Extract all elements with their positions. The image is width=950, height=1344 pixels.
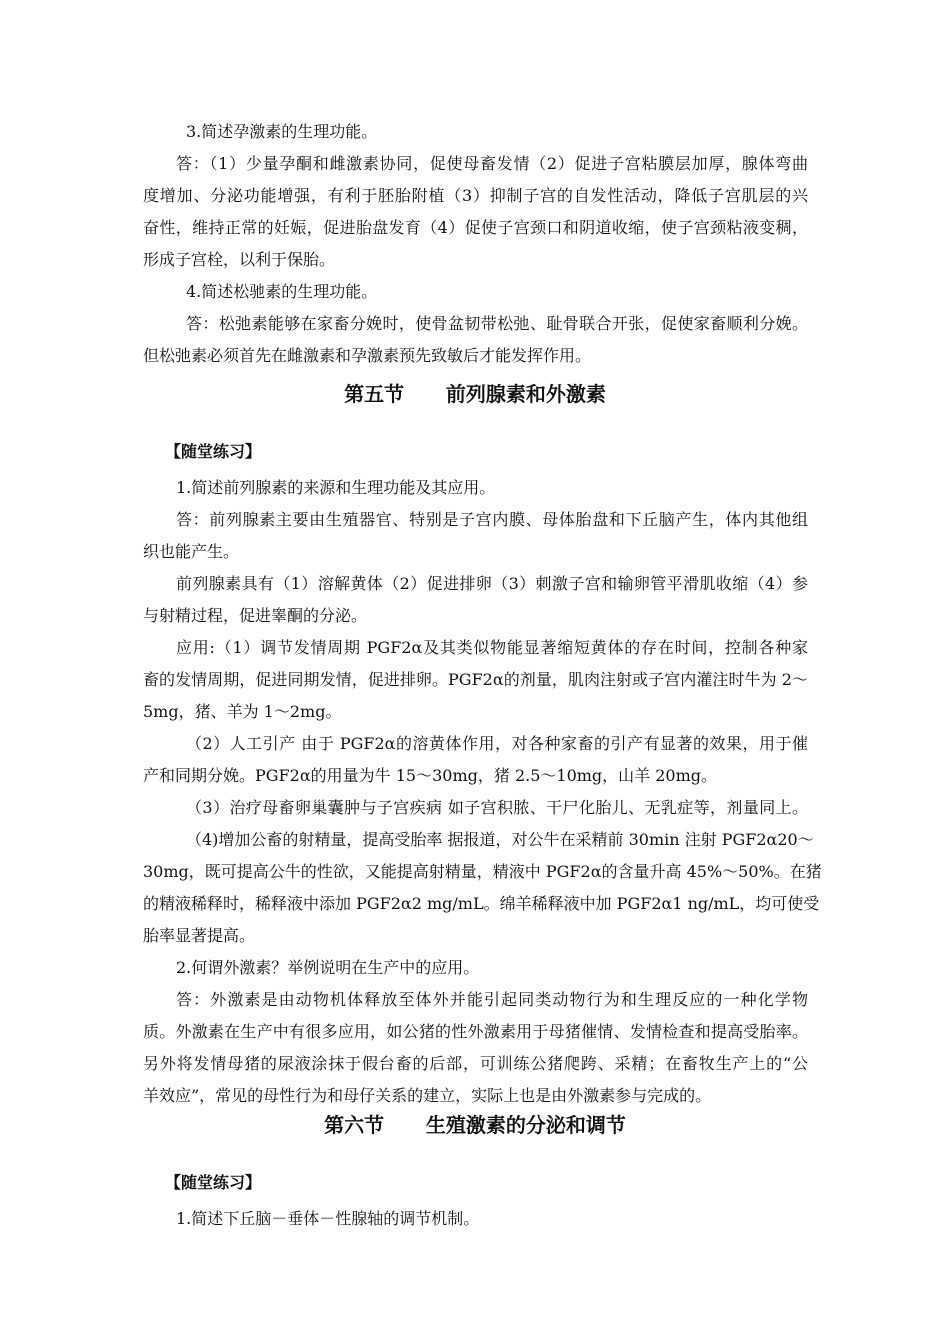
answer-4-line-2: 但松弛素必须首先在雌激素和孕激素预先致敏后才能发挥作用。 [143,346,592,365]
section-6-practice-label: 【随堂练习】 [165,1173,262,1192]
s5-answer-1-p1-line-2: 织也能产生。 [143,542,240,561]
s5-application-line-1: 应用:（1）调节发情周期 PGF2α及其类似物能显著缩短黄体的存在时间，控制各种家 [176,638,808,657]
answer-3-line-1: 答：（1）少量孕酮和雌激素协同，促使母畜发情（2）促进子宫粘膜层加厚，腺体弯曲 [176,154,808,173]
answer-3-line-2: 度增加、分泌功能增强，有利于胚胎附植（3）抑制子宫的自发性活动，降低子宫肌层的兴 [143,186,808,205]
s5-question-1: 1.简述前列腺素的来源和生理功能及其应用。 [176,478,496,497]
answer-4-line-1: 答：松弛素能够在家畜分娩时，使骨盆韧带松弛、耻骨联合开张，促使家畜顺利分娩。 [186,314,808,333]
s5-answer-1-p2-line-1: 前列腺素具有（1）溶解黄体（2）促进排卵（3）刺激子宫和输卵管平滑肌收缩（4）参 [176,574,808,593]
s5-application-2-line-2: 产和同期分娩。PGF2α的用量为牛 15～30mg，猪 2.5～10mg，山羊 20mg。 [143,766,718,785]
section-6-heading: 第六节 生殖激素的分泌和调节 [324,1113,626,1137]
s5-application-4-line-3: 的精液稀释时，稀释液中添加 PGF2α2 mg/mL。绵羊稀释液中加 PGF2α1 ng/mL，均可使受 [143,894,820,913]
s5-answer-2-line-3: 另外将发情母猪的尿液涂抹于假台畜的后部，可训练公猪爬跨、采精；在畜牧生产上的“公 [143,1054,808,1073]
section-5-practice-label: 【随堂练习】 [165,442,262,461]
s5-answer-2-line-4: 羊效应”，常见的母性行为和母仔关系的建立，实际上也是由外激素参与完成的。 [143,1086,712,1105]
s5-application-3: （3）治疗母畜卵巢囊肿与子宫疾病 如子宫积脓、干尸化胎儿、无乳症等，剂量同上。 [186,798,808,817]
section-5-heading: 第五节 前列腺素和外激素 [344,382,606,406]
answer-3-line-4: 形成子宫栓，以利于保胎。 [143,250,336,269]
s5-answer-1-p2-line-2: 与射精过程，促进睾酮的分泌。 [143,606,368,625]
answer-3-line-3: 奋性，维持正常的妊娠，促进胎盘发育（4）促使子宫颈口和阴道收缩，使子宫颈粘液变稠， [143,218,808,237]
question-3: 3.简述孕激素的生理功能。 [186,122,378,141]
s5-answer-2-line-2: 质。外激素在生产中有很多应用，如公猪的性外激素用于母猪催情、发情检查和提高受胎率。 [143,1022,808,1041]
s6-question-1: 1.简述下丘脑－垂体－性腺轴的调节机制。 [176,1209,480,1228]
s5-application-4-line-2: 30mg，既可提高公牛的性欲，又能提高射精量，精液中 PGF2α的含量升高 45%～50%。在猪 [143,862,822,881]
s5-application-2-line-1: （2）人工引产 由于 PGF2α的溶黄体作用，对各种家畜的引产有显著的效果，用于催 [186,734,808,753]
s5-question-2: 2.何谓外激素？举例说明在生产中的应用。 [176,958,480,977]
s5-application-line-3: 5mg，猪、羊为 1～2mg。 [143,702,342,721]
s5-answer-2-line-1: 答：外激素是由动物机体释放至体外并能引起同类动物行为和生理反应的一种化学物 [176,990,808,1009]
s5-application-4-line-1: （4)增加公畜的射精量，提高受胎率 据报道，对公牛在采精前 30min 注射 PGF2α20～ [186,830,814,849]
s5-application-4-line-4: 胎率显著提高。 [143,926,256,945]
question-4: 4.简述松驰素的生理功能。 [186,282,378,301]
s5-answer-1-p1-line-1: 答：前列腺素主要由生殖器官、特别是子宫内膜、母体胎盘和下丘脑产生，体内其他组 [176,510,808,529]
s5-application-line-2: 畜的发情周期，促进同期发情，促进排卵。PGF2α的剂量，肌肉注射或子宫内灌注时牛为 2～ [143,670,808,689]
